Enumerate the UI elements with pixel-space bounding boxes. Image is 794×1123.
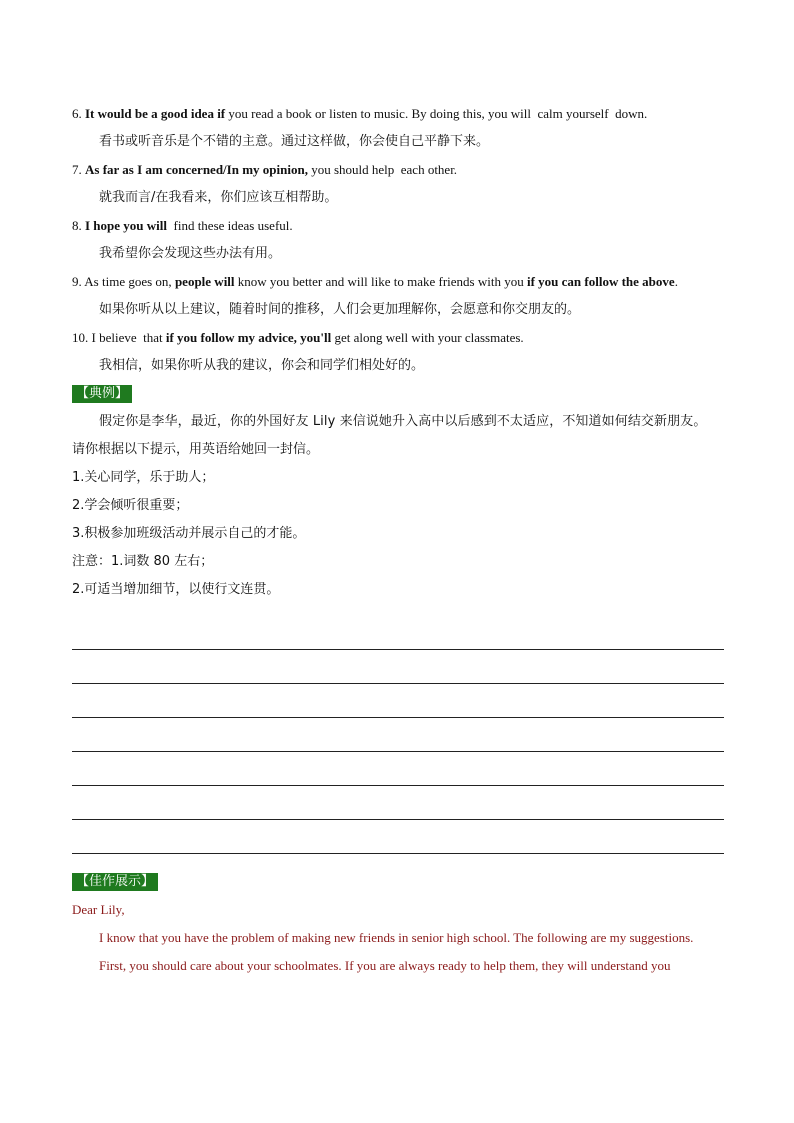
model-section	[72, 868, 724, 980]
example-note-2: 2.可适当增加细节，以使行文连贯。	[72, 582, 280, 597]
sentence-number: 8.	[72, 218, 82, 233]
example-tag: 【典例】	[72, 385, 132, 403]
sentence-number: 6.	[72, 106, 82, 121]
sentence-translation: 我希望你会发现这些办法有用。	[99, 246, 282, 261]
sentence-english	[72, 324, 724, 352]
answer-line[interactable]	[72, 752, 724, 786]
answer-line[interactable]	[72, 616, 724, 650]
example-note-1: 注意：1.词数 80 左右；	[72, 554, 214, 569]
sentence-number: 10.	[72, 330, 89, 345]
document-page	[72, 100, 724, 980]
model-paragraph-1: I know that you have the problem of making new friends in senior high school. The following are my suggestions.	[99, 930, 694, 945]
sentence-list	[72, 100, 724, 380]
sentence-key-phrase: As far as I am concerned/In my opinion,	[85, 162, 308, 177]
sentence-english	[72, 100, 724, 128]
sentence-key-phrase: if you follow my advice, you'll	[165, 330, 332, 345]
sentence-text: As time goes on,	[84, 274, 175, 289]
sentence-number: 9.	[72, 274, 82, 289]
sentence-translation: 我相信，如果你听从我的建议，你会和同学们相处好的。	[99, 358, 425, 373]
sentence-key-phrase: It would be a good idea if	[85, 106, 226, 121]
model-paragraph-2: First, you should care about your schoolmates. If you are always ready to help them, they will understand you	[99, 958, 671, 973]
answer-line[interactable]	[72, 820, 724, 854]
answer-line[interactable]	[72, 650, 724, 684]
sentence-english	[72, 268, 724, 296]
answer-line[interactable]	[72, 718, 724, 752]
model-greeting: Dear Lily,	[72, 902, 125, 917]
sentence-text: get along well with your classmates.	[331, 330, 524, 345]
sentence-key-phrase: if you can follow the above	[526, 274, 675, 289]
example-prompt-line-2: 请你根据以下提示，用英语给她回一封信。	[72, 442, 320, 457]
sentence-translation: 就我而言/在我看来，你们应该互相帮助。	[99, 190, 338, 205]
sentence-translation: 如果你听从以上建议，随着时间的推移，人们会更加理解你，会愿意和你交朋友的。	[99, 302, 581, 317]
example-section	[72, 380, 724, 604]
sentence-key-phrase: I hope you will	[85, 218, 167, 233]
sentence-text: find these ideas useful.	[167, 218, 293, 233]
example-prompt-line-1: 假定你是李华，最近，你的外国好友 Lily 来信说她升入高中以后感到不太适应，不知道如何结交新朋友。	[99, 414, 707, 429]
sentence-english	[72, 156, 724, 184]
sentence-english	[72, 212, 724, 240]
sentence-text: you should help each other.	[307, 162, 458, 177]
example-point: 1.关心同学，乐于助人；	[72, 470, 215, 485]
sentence-translation: 看书或听音乐是个不错的主意。通过这样做，你会使自己平静下来。	[99, 134, 490, 149]
answer-line[interactable]	[72, 684, 724, 718]
sentence-text: know you better and will like to make friends with you	[234, 274, 527, 289]
sentence-key-phrase: people will	[174, 274, 235, 289]
answer-blank-lines	[72, 616, 724, 854]
answer-line[interactable]	[72, 786, 724, 820]
sentence-text: .	[674, 274, 678, 289]
example-point: 3.积极参加班级活动并展示自己的才能。	[72, 526, 306, 541]
model-tag: 【佳作展示】	[72, 873, 158, 891]
sentence-text: I believe that	[91, 330, 166, 345]
sentence-number: 7.	[72, 162, 82, 177]
example-point: 2.学会倾听很重要；	[72, 498, 189, 513]
sentence-text: you read a book or listen to music. By doing this, you will calm yourself down.	[225, 106, 648, 121]
